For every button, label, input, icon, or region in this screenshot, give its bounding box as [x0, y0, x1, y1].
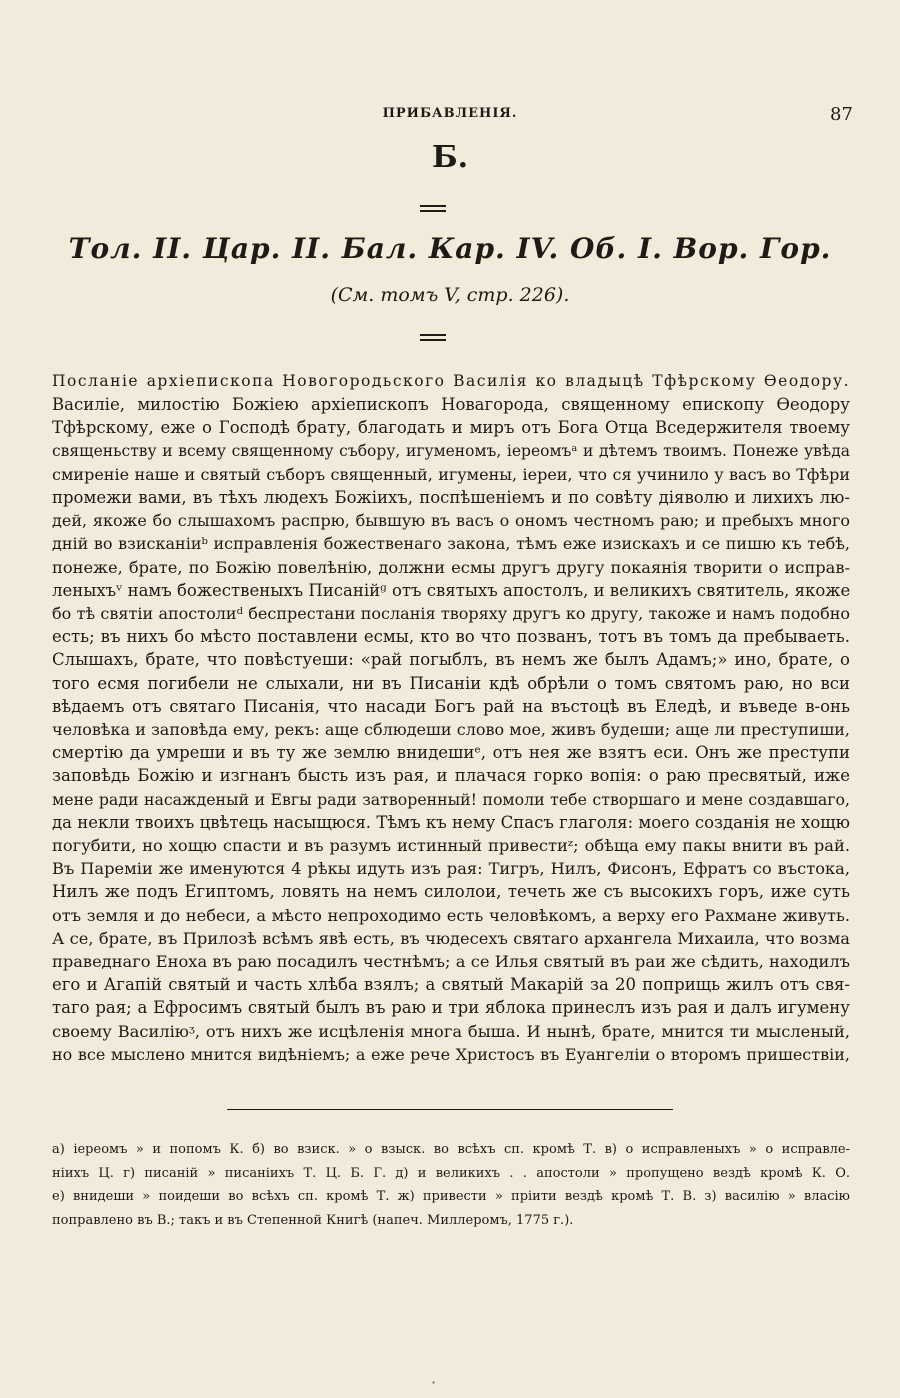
footnote-line: нiихъ Ц. г) писанiй » писанiихъ Т. Ц. Б. Г. д) и великихъ . . апостоли » пропущено вездѣ кромѣ К. О.	[52, 1165, 850, 1181]
text-line: смиренiе наше и святый съборъ священный, игумены, iереи, что ся учинило у васъ во Тфѣри	[52, 464, 850, 484]
text-line: мене ради насажденый и Евгы ради затворенный! помоли тебе створшаго и мене создавшаго,	[52, 789, 850, 809]
footnote-divider	[227, 1109, 673, 1110]
text-line: Нилъ же подъ Египтомъ, ловять на немъ силолои, течеть же съ высокихъ горъ, иже суть	[52, 882, 850, 902]
text-line: понеже, брате, по Божiю повелѣнiю, должни есмы другъ другу покаянiя творити о исправ-	[52, 557, 850, 577]
text-line: смертiю да умреши и въ ту же землю внидешиᵉ, отъ нея же взятъ еси. Онъ же преступи	[52, 743, 850, 763]
text-line: того есмя погибели не слыхали, ни въ Писанiи кдѣ обрѣли о томъ святомъ раю, но вси	[52, 673, 850, 693]
signature-mark: ·	[431, 1373, 437, 1392]
epistle-text	[52, 370, 850, 1066]
double-rule-top	[420, 205, 446, 212]
text-line: бо тѣ святiи апостолиᵈ беспрестани посланiя творяху другъ ко другу, такоже и намъ подобно	[52, 604, 850, 624]
footnote-line: а) iереомъ » и попомъ К. б) во взиск. » о взыск. во всѣхъ сп. кромѣ Т. в) о исправленыхъ » о исправле-	[52, 1142, 850, 1157]
text-line: Тфѣрскому, еже о Господѣ брату, благодать и миръ отъ Бога Отца Вседержителя твоему	[52, 418, 850, 438]
text-line: заповѣдь Божiю и изгнанъ бысть изъ рая, и плачася горко вопiя: о раю пресвятый, иже	[52, 766, 850, 786]
text-line-0	[52, 370, 850, 393]
epistle-title: Посланiе архiепископа Новогородьского Василiя ко владыцѣ Тфѣрскому Өеодору.	[52, 372, 850, 390]
footnotes	[52, 1138, 850, 1232]
text-line: своему Василiюᶾ, отъ нихъ же исцѣленiя многа быша. И нынѣ, брате, мнится ти мысленый,	[52, 1021, 850, 1041]
text-line: вѣдаемъ отъ святаго Писанiя, что насади Богъ рай на въстоцѣ въ Еледѣ, и въведе в-онь	[52, 696, 850, 716]
text-line: человѣка и заповѣда ему, рекъ: аще сблюдеши слово мое, живъ будеши; аще ли преступиши,	[52, 720, 850, 740]
running-title: ПРИБАВЛЕНIЯ.	[382, 106, 518, 121]
text-line: священьству и всему священному събору, игуменомъ, iереомъᵃ и дѣтемъ твоимъ. Понеже увѣда	[52, 441, 850, 460]
text-line: есть; въ нихъ бо мѣсто поставлени есмы, кто во что позванъ, тотъ въ томъ да пребываеть.	[52, 627, 850, 647]
text-line: леныхъᵛ намъ божественыхъ Писанiйᵍ отъ святыхъ апостолъ, и великихъ святитель, якоже	[52, 580, 850, 600]
footnote-line: поправлено въ В.; такъ и въ Степенной Книгѣ (напеч. Миллеромъ, 1775 г.).	[52, 1212, 574, 1228]
text-line: дей, якоже бо слышахомъ распрю, бывшую въ васъ о ономъ честномъ раю; и пребыхъ много	[52, 511, 850, 531]
double-rule-bottom	[420, 334, 446, 341]
text-line: погубити, но хощю спасти и въ разумъ истинный привестиᶻ; обѣща ему пакы внити въ рай.	[52, 836, 850, 856]
text-line: Слышахъ, брате, что повѣстуеши: «рай погыблъ, въ немъ же былъ Адамъ;» ино, брате, о	[52, 650, 850, 670]
section-letter: Б.	[431, 140, 469, 175]
page-number: 87	[830, 104, 853, 125]
text-line: днiй во взисканiиᵇ исправленiя божественаго закона, тѣмъ еже изискахъ и се пишю къ тебѣ,	[52, 534, 850, 554]
volume-reference: (См. томъ V, стр. 226).	[330, 284, 570, 306]
footnote-line: е) внидеши » поидеши во всѣхъ сп. кромѣ Т. ж) привести » прiити вездѣ кромѣ Т. В. з) василiю » власiю	[52, 1189, 850, 1204]
sources-heading: Тол. II. Цар. II. Бал. Кар. IV. Об. I. Вор. Гор.	[68, 232, 832, 265]
text-line: но все мыслено мнится видѣнiемъ; а еже рече Христосъ въ Еуангелiи о второмъ пришествiи,	[52, 1044, 850, 1064]
text-line: Въ Паремiи же именуются 4 рѣкы идуть изъ рая: Тигръ, Нилъ, Фисонъ, Ефратъ со въстока,	[52, 859, 850, 879]
text-line: праведнаго Еноха въ раю посадилъ честнѣмъ; а се Илья святый въ раи же сѣдить, находилъ	[52, 952, 850, 972]
text-line: Василiе, милостiю Божiею архiепископъ Новагорода, священному епископу Өеодору	[52, 395, 850, 415]
text-line: его и Агапiй святый и часть хлѣба взялъ; а святый Макарiй за 20 поприщь жилъ отъ свя-	[52, 975, 850, 995]
text-line: таго рая; а Ефросимъ святый былъ въ раю и три яблока принеслъ изъ рая и далъ игумену	[52, 998, 850, 1018]
text-line: промежи вами, въ тѣхъ людехъ Божiихъ, поспѣшенiемъ и по совѣту дiяволю и лихихъ лю-	[52, 488, 850, 508]
text-line: А се, брате, въ Прилозѣ всѣмъ явѣ есть, въ чюдесехъ святаго архангела Михаила, что возма	[52, 928, 850, 948]
text-line: отъ земля и до небеси, а мѣсто непроходимо есть человѣкомъ, а верху его Рахмане живуть.	[52, 905, 850, 925]
text-line: да некли твоихъ цвѣтець насыщюся. Тѣмъ къ нему Спасъ глаголя: моего созданiя не хощю	[52, 812, 850, 832]
